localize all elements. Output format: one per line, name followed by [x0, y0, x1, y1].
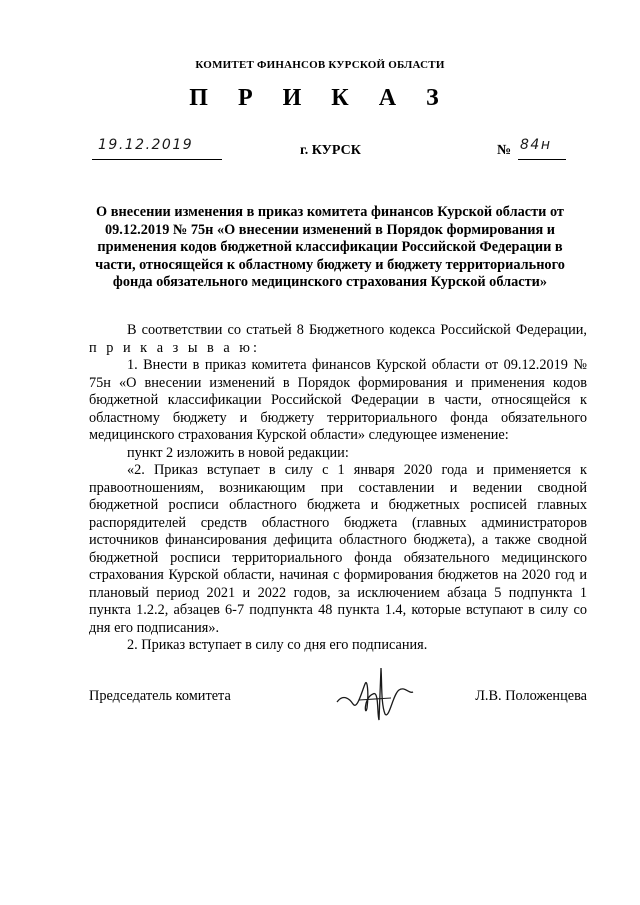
document-subject: О внесении изменения в приказ комитета финансов Курской области от 09.12.2019 № 75н «О внесении изменений в Порядок формирования и применения кодов бюджетной классификации Российской Федерации в части, относящейся к областному бюджету и бюджету территориального фонда обязательного медицинского страхования Курской области»: [95, 204, 565, 290]
organization-name: КОМИТЕТ ФИНАНСОВ КУРСКОЙ ОБЛАСТИ: [195, 59, 445, 71]
date-field: [92, 137, 222, 160]
document-title: П Р И К А З: [189, 85, 451, 111]
number-field: [518, 137, 566, 160]
item-1-subpoint: пункт 2 изложить в новой редакции:: [127, 444, 349, 461]
handwritten-signature-icon: [329, 664, 419, 724]
handwritten-number: 84н: [520, 137, 552, 153]
signature-row: [89, 678, 587, 718]
order-word: п р и к а з ы в а ю:: [89, 339, 260, 356]
intro-paragraph: [89, 322, 587, 357]
item-2: 2. Приказ вступает в силу со дня его подписания.: [127, 637, 428, 653]
intro-text: В соответствии со статьей 8 Бюджетного кодекса Российской Федерации,: [127, 322, 587, 338]
handwritten-date: 19.12.2019: [98, 137, 194, 153]
document-body: [89, 322, 587, 655]
signer-position: Председатель комитета: [89, 688, 231, 704]
new-edition-quote: «2. Приказ вступает в силу с 1 января 2020 года и применяется к правоотношениям, возникающим при составлении и ведении сводной бюджетной росписи областного бюджета и бюджетных росписей главных распорядителей средств областного бюджета (главных администраторов источников финансирования дефицита областного бюджета), а также сводной бюджетной росписи территориального фонда обязательного медицинского страхования Курской области, начиная с формирования бюджетов на 2020 год и плановый период 2021 и 2022 годов, за исключением абзаца 5 подпункта 1 пункта 1.2.2, абзацев 6-7 подпункта 48 пункта 1.4, которые вступают в силу со дня его подписания».: [89, 462, 587, 636]
city: г. КУРСК: [300, 143, 361, 158]
number-sign: №: [497, 143, 512, 158]
signer-name: Л.В. Положенцева: [475, 688, 587, 704]
item-1: 1. Внести в приказ комитета финансов Курской области от 09.12.2019 № 75н «О внесении изменений в Порядок формирования и применения кодов бюджетной классификации Российской Федерации в части, относящейся к областному бюджету и бюджету территориального фонда обязательного медицинского страхования Курской области» следующее изменение:: [89, 357, 587, 443]
